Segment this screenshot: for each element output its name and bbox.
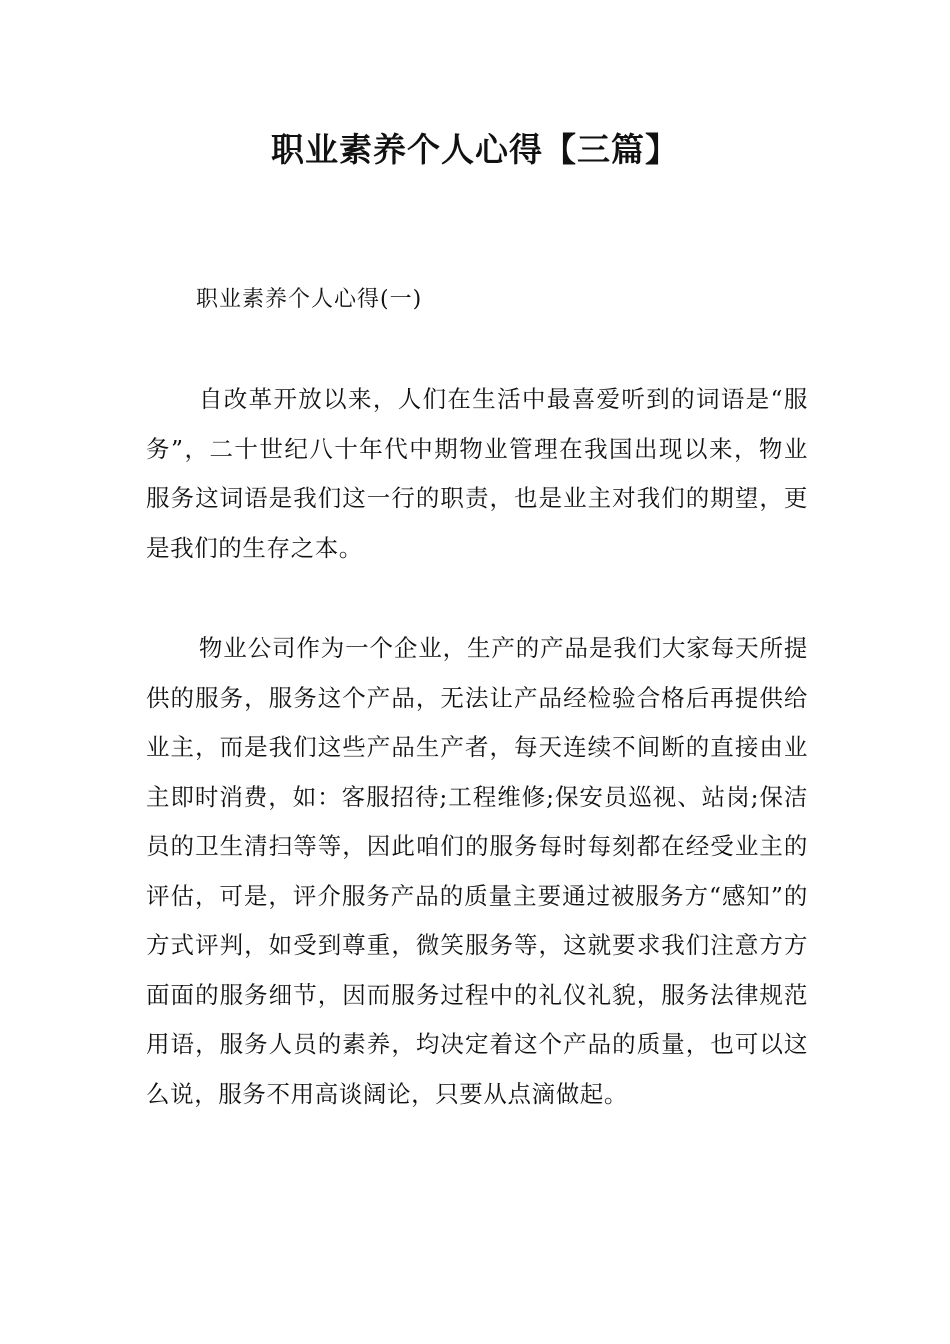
body-paragraph: 自改革开放以来，人们在生活中最喜爱听到的词语是“服务”，二十世纪八十年代中期物业管理在我国出现以来，物业服务这词语是我们这一行的职责，也是业主对我们的期望，更是我们的生存之本。 [146, 385, 808, 562]
section-heading: 职业素养个人心得(一) [196, 287, 423, 312]
document-title: 职业素养个人心得【三篇】 [271, 130, 679, 169]
body-paragraph: 物业公司作为一个企业，生产的产品是我们大家每天所提供的服务，服务这个产品，无法让产品经检验合格后再提供给业主，而是我们这些产品生产者，每天连续不间断的直接由业主即时消费，如：客服招待;工程维修;保安员巡视、站岗;保洁员的卫生清扫等等，因此咱们的服务每时每刻都在经受业主的评估，可是，评介服务产品的质量主要通过被服务方“感知”的方式评判，如受到尊重，微笑服务等，这就要求我们注意方方面面的服务细节，因而服务过程中的礼仪礼貌，服务法律规范用语，服务人员的素养，均决定着这个产品的质量，也可以这么说，服务不用高谈阔论，只要从点滴做起。 [146, 634, 808, 1108]
